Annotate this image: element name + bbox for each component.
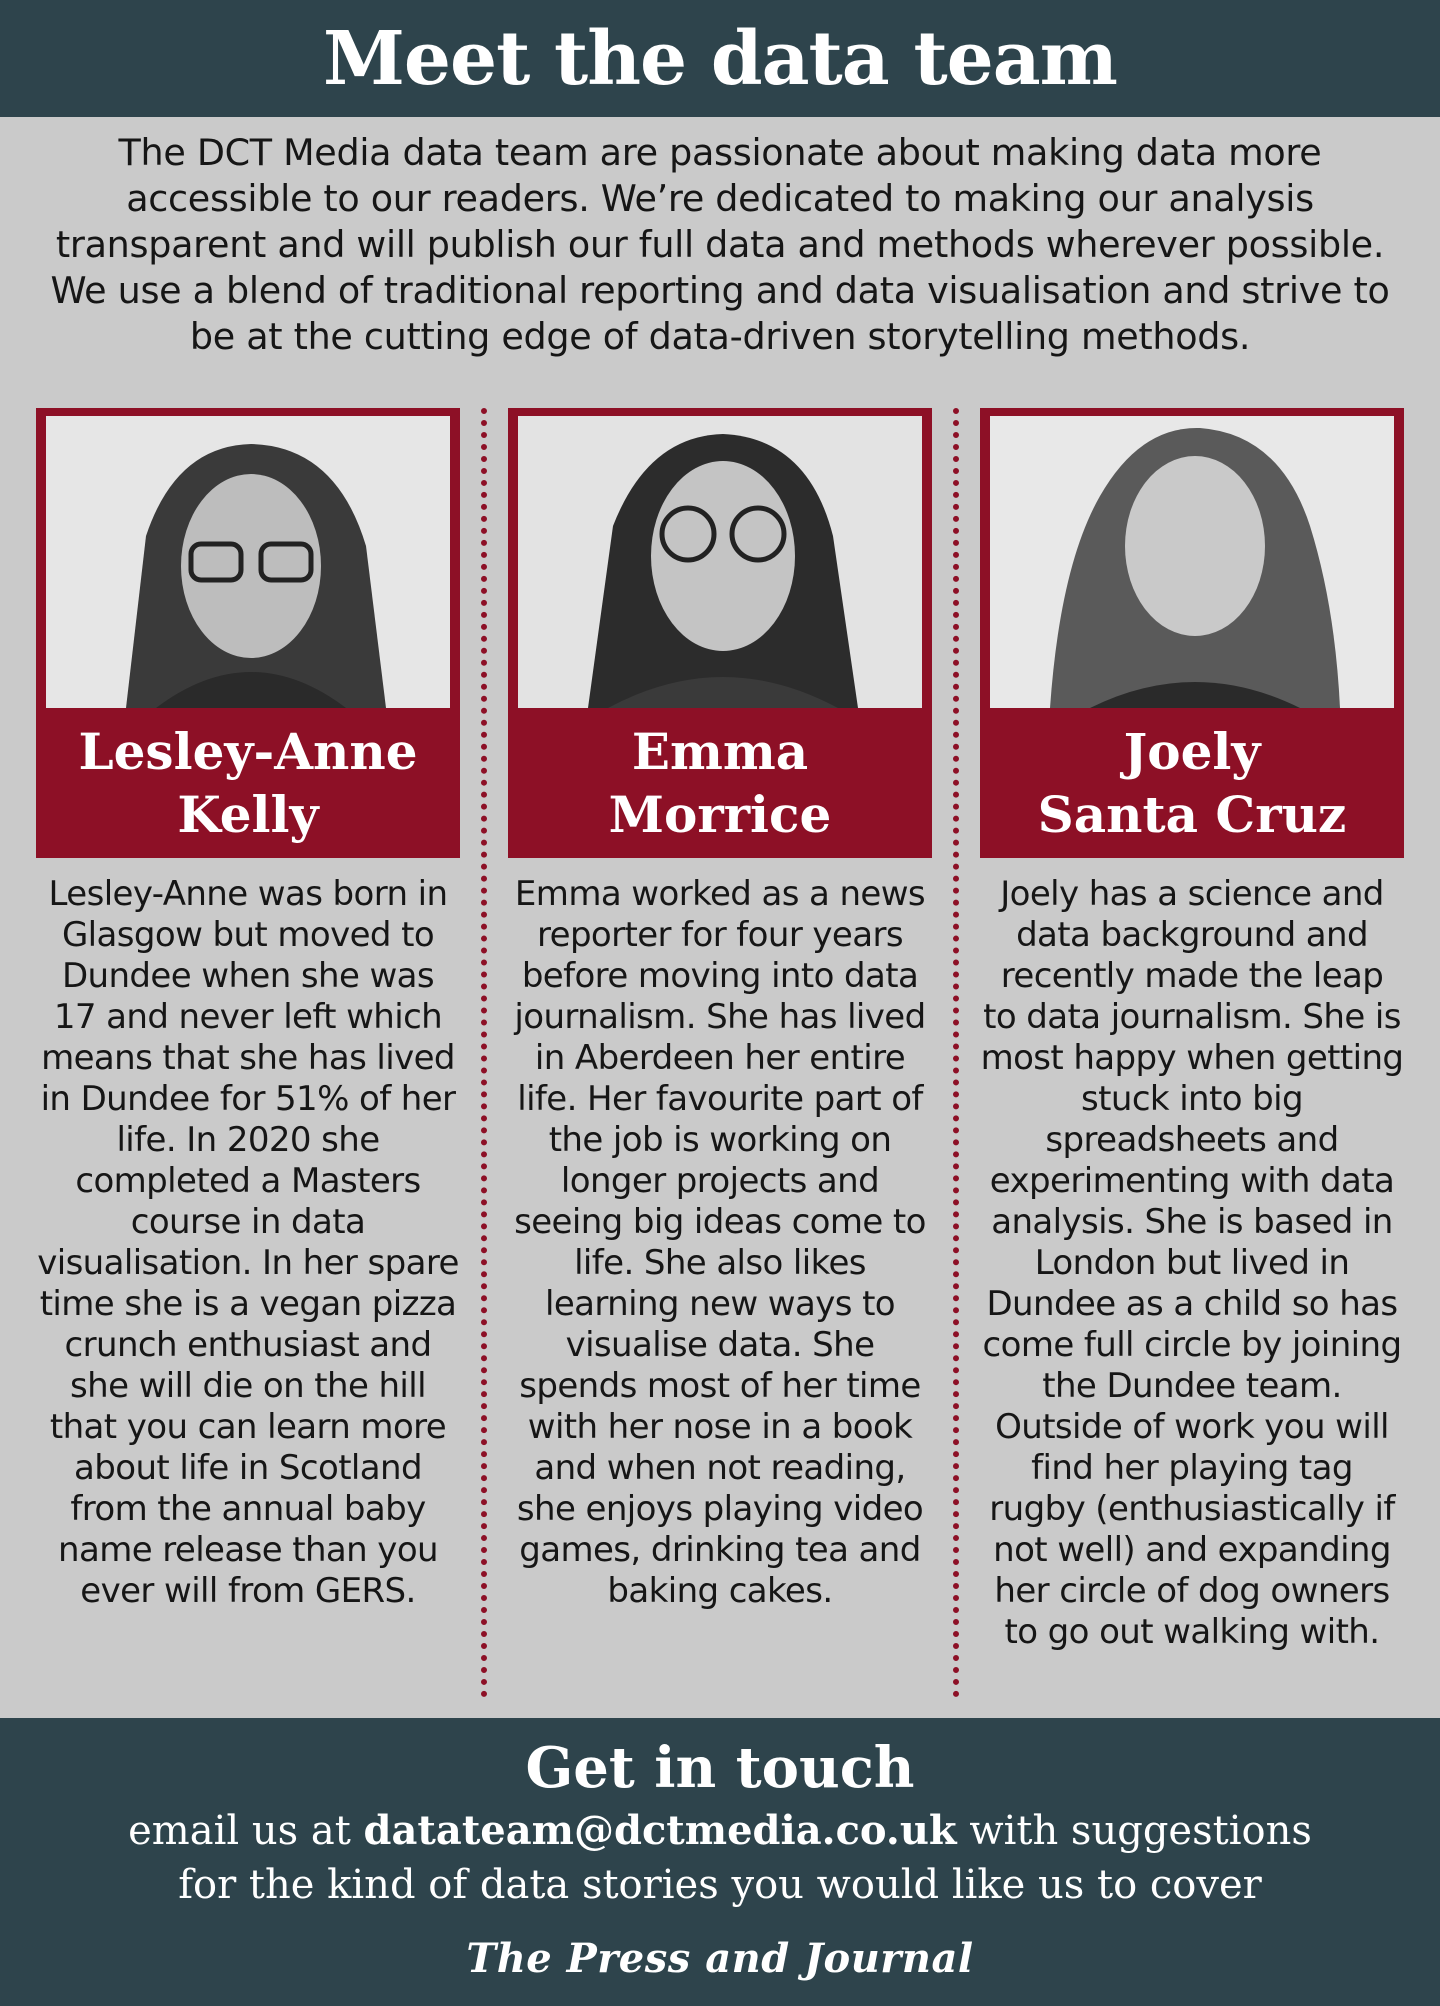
- member-first-name: Joely: [1123, 722, 1261, 781]
- contact-line-2: for the kind of data stories you would like us to cover: [178, 1862, 1262, 1908]
- portrait-image: [990, 416, 1394, 708]
- column-divider: [953, 408, 959, 1698]
- email-prefix: email us at: [128, 1808, 351, 1854]
- member-bio: Emma worked as a news reporter for four years before moving into data journalism. She has lived in Aberdeen her entire life. Her favourite part of the job is working on longer projects and seeing big ideas come to life. She also likes learning new ways to visualise data. She spends most of her time with her nose in a book and when not reading, she enjoys playing video games, drinking tea and baking cakes.: [514, 874, 926, 1611]
- contact-footer: [0, 1718, 1440, 2006]
- team-member-card: [36, 368, 460, 1612]
- portrait-photo: [518, 416, 922, 708]
- page-title: Meet the data team: [323, 15, 1117, 102]
- portrait-photo: [990, 416, 1394, 708]
- contact-heading: Get in touch: [525, 1735, 915, 1801]
- member-last-name: Santa Cruz: [1037, 785, 1347, 844]
- portrait-photo: [46, 416, 450, 708]
- portrait-photo-area: [980, 368, 1404, 708]
- member-last-name: Kelly: [177, 785, 319, 844]
- member-name: [980, 708, 1404, 858]
- member-bio: Joely has a science and data background and recently made the leap to data journalism. She is most happy when getting stuck into big spreadsheets and experimenting with data analysis. She is based in London but lived in Dundee as a child so has come full circle by joining the Dundee team. Outside of work you will find her playing tag rugby (enthusiastically if not well) and expanding her circle of dog owners to go out walking with.: [980, 874, 1404, 1652]
- portrait-photo-area: [508, 368, 932, 708]
- page-header: [0, 0, 1440, 117]
- member-name: [36, 708, 460, 858]
- team-member-card: [508, 368, 932, 1612]
- team-member-card: [980, 368, 1404, 1653]
- portrait-photo-area: [36, 368, 460, 708]
- email-suffix: with suggestions: [969, 1808, 1312, 1854]
- member-name: [508, 708, 932, 858]
- member-last-name: Morrice: [608, 785, 832, 844]
- column-divider: [481, 408, 487, 1698]
- publication-logo: The Press and Journal: [466, 1935, 974, 1982]
- portrait-image: [518, 416, 922, 708]
- member-first-name: Emma: [631, 722, 809, 781]
- contact-line-1: [0, 1804, 1440, 1858]
- portrait-image: [46, 416, 450, 708]
- member-first-name: Lesley-Anne: [78, 722, 418, 781]
- email-link[interactable]: datateam@dctmedia.co.uk: [363, 1807, 957, 1854]
- intro-paragraph: The DCT Media data team are passionate about making data more accessible to our readers. We’re dedicated to making our analysis transparent and will publish our full data and methods wherever possible. We use a blend of traditional reporting and data visualisation and strive to be at the cutting edge of data-driven storytelling methods.: [50, 131, 1390, 358]
- member-bio: Lesley-Anne was born in Glasgow but moved to Dundee when she was 17 and never left which means that she has lived in Dundee for 51% of her life. In 2020 she completed a Masters course in data visualisation. In her spare time she is a vegan pizza crunch enthusiast and she will die on the hill that you can learn more about life in Scotland from the annual baby name release than you ever will from GERS.: [37, 874, 459, 1611]
